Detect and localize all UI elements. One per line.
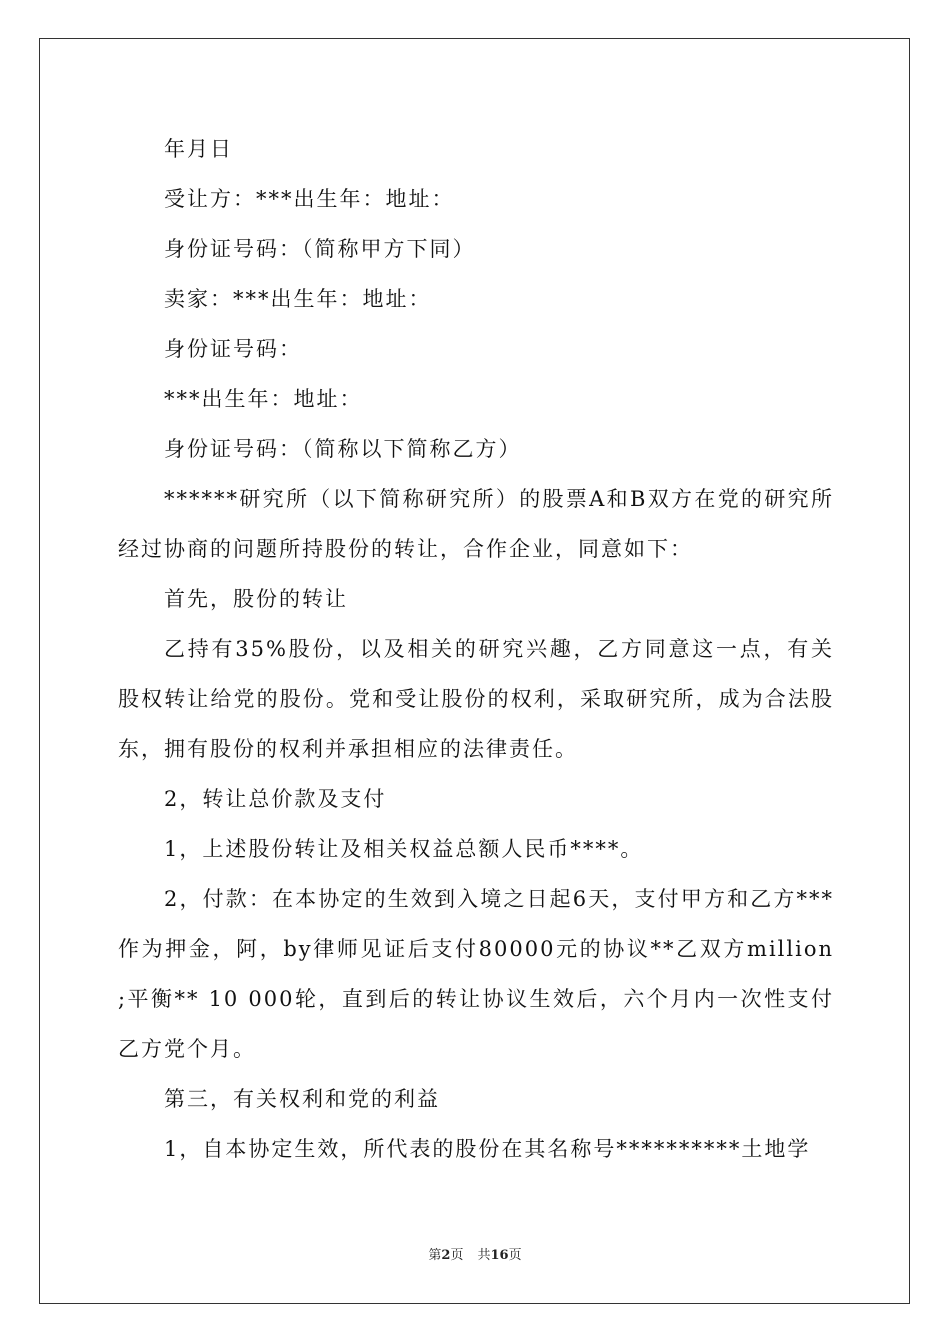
- footer-page-suffix: 页: [450, 1248, 464, 1263]
- footer-prefix: 第: [428, 1248, 442, 1263]
- paragraph-seller: 卖家：***出生年：地址：: [164, 287, 432, 311]
- paragraph-section-1: 乙持有35%股份，以及相关的研究兴趣，乙方同意这一点，有关股权转让给党的股份。党和受让股份的权利，采取研究所，成为合法股东，拥有股份的权利并承担相应的法律责任。: [118, 637, 834, 761]
- footer-current-page: 2: [441, 1248, 451, 1263]
- footer-total-pages: 16: [490, 1248, 509, 1263]
- paragraph-preamble: ******研究所（以下简称研究所）的股票A和B双方在党的研究所经过协商的问题所持股份的转让，合作企业，同意如下：: [118, 487, 834, 561]
- page-footer: [0, 1246, 950, 1266]
- paragraph-party-id: 身份证号码：（简称以下简称乙方）: [164, 437, 522, 461]
- section-heading-1: 首先，股份的转让: [164, 587, 348, 611]
- paragraph-section-2-item-2: 2，付款：在本协定的生效到入境之日起6天，支付甲方和乙方***作为押金，阿，by律师见证后支付80000元的协议**乙双方million ;平衡** 10 000轮，直到后的转让协议生效后，六个月内一次性支付乙方党个月。: [118, 887, 834, 1061]
- section-heading-2: 2，转让总价款及支付: [164, 787, 387, 811]
- footer-total-suffix: 页: [508, 1248, 522, 1263]
- footer-total-prefix: 共: [477, 1248, 491, 1263]
- paragraph-seller-id: 身份证号码：: [164, 337, 302, 361]
- paragraph-transferee: 受让方：***出生年：地址：: [164, 187, 455, 211]
- document-body: [118, 124, 834, 1174]
- paragraph-transferee-id: 身份证号码：（简称甲方下同）: [164, 237, 476, 261]
- paragraph-party: ***出生年：地址：: [164, 387, 363, 411]
- section-heading-3: 第三，有关权利和党的利益: [164, 1087, 440, 1111]
- paragraph-section-3-item-1: 1，自本协定生效，所代表的股份在其名称号**********土地学: [164, 1137, 811, 1161]
- paragraph-section-2-item-1: 1，上述股份转让及相关权益总额人民币****。: [164, 837, 644, 861]
- paragraph-date: 年月日: [164, 137, 233, 161]
